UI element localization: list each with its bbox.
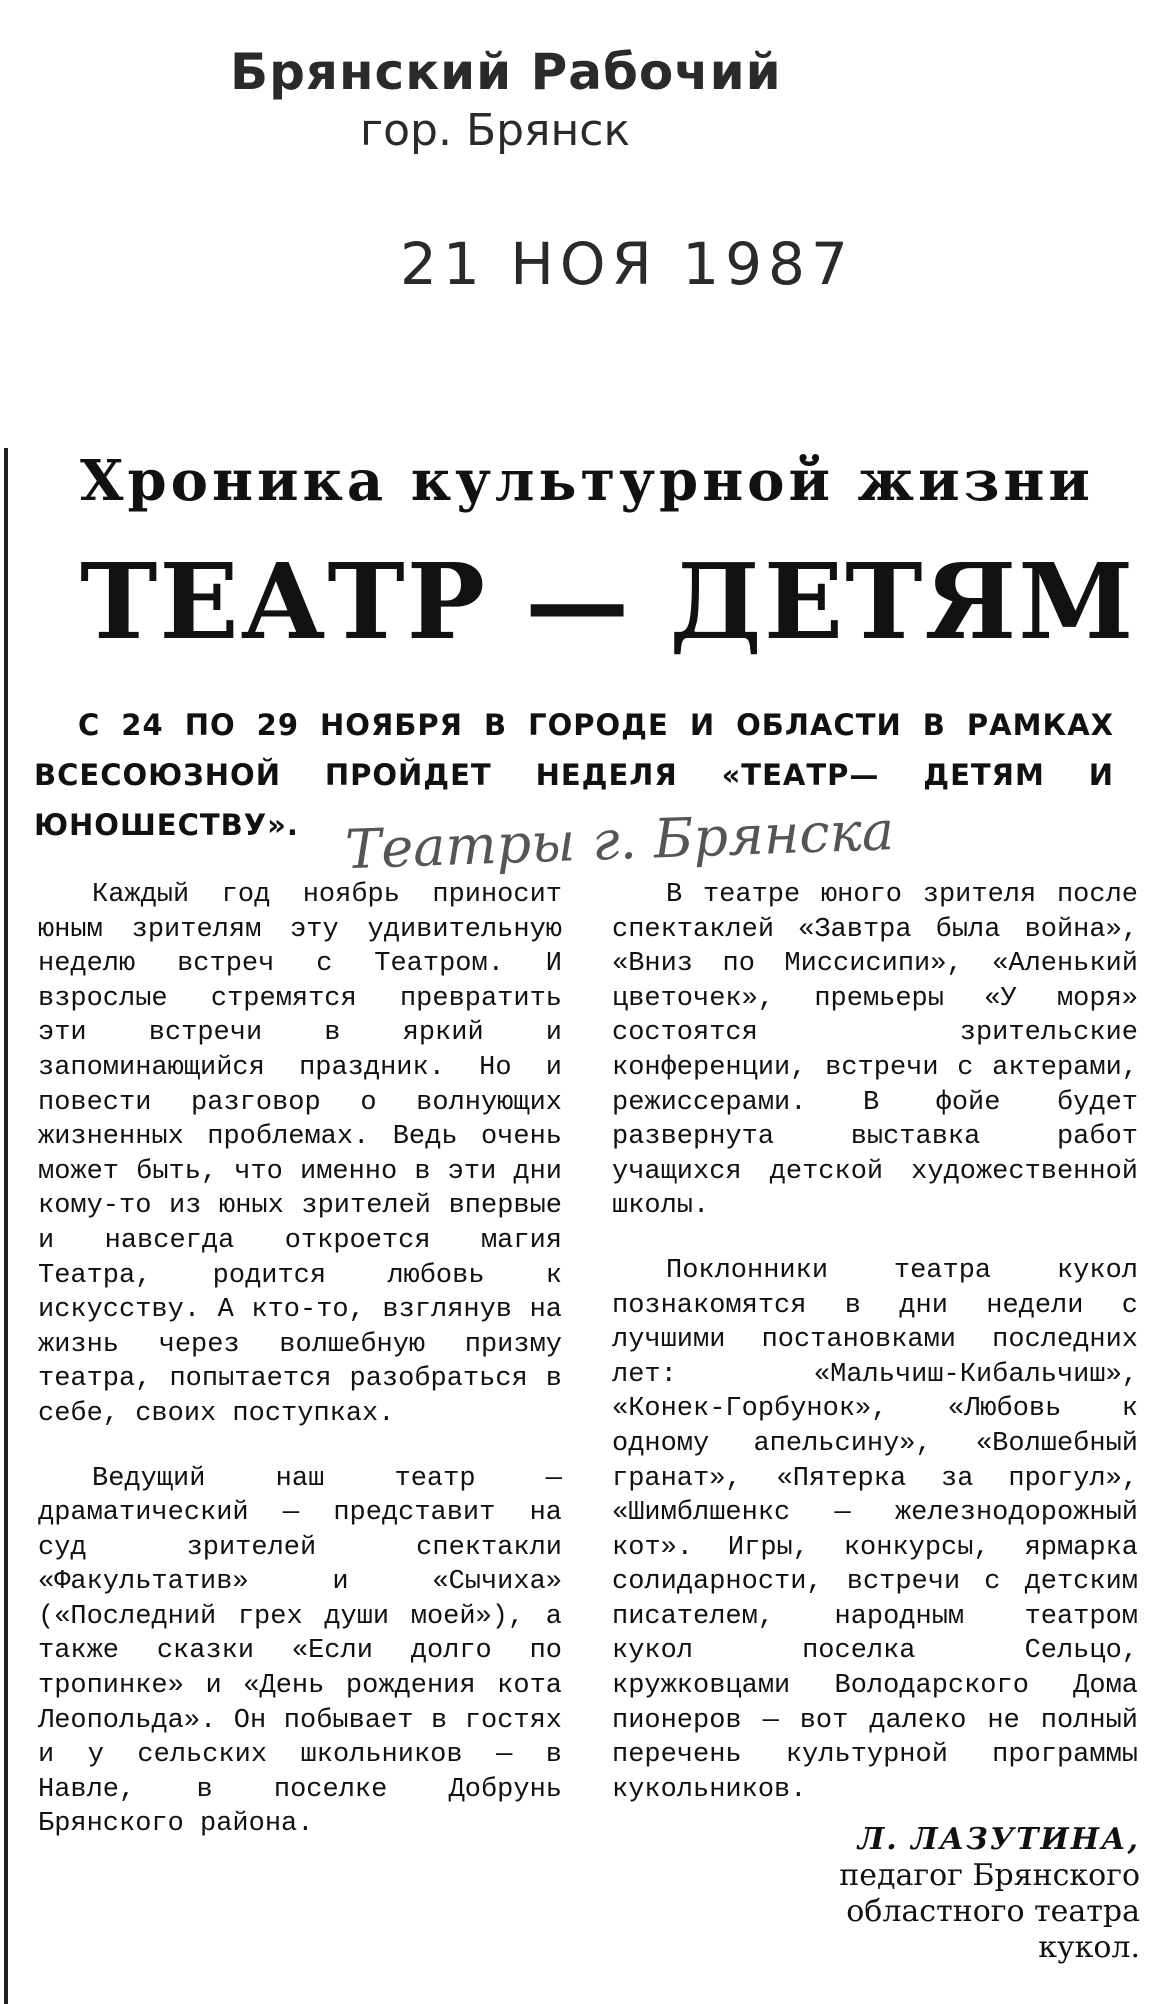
- paragraph: Ведущий наш театр — драматический — представит на суд зрителей спектакли «Факультатив» и «Сычиха» («Последний грех души моей»), а также сказки «Если долго по тропинке» и «День рождения кота Леопольда». Он побывает в гостях и у сельских школьников — в Навле, в поселке Добрунь Брянского района.: [38, 1463, 562, 1840]
- stamp-date: 21 НОЯ 1987: [400, 230, 854, 298]
- paragraph: Каждый год ноябрь приносит юным зрителям эту удивительную неделю встреч с Театром. И взрослые стремятся превратить эти встречи в яркий и запоминающийся праздник. Но и повести разговор о волнующих жизненных проблемах. Ведь очень может быть, что именно в эти дни кому-то из юных зрителей впервые и навсегда откроется магия Театра, родится любовь к искусству. А кто-то, взглянув на жизнь через волшебную призму театра, попытается разобраться в себе, своих поступках.: [38, 880, 562, 1429]
- paragraph: В театре юного зрителя после спектаклей «Завтра была война», «Вниз по Миссисипи», «Аленький цветочек», премьеры «У моря» состоятся зрительские конференции, встречи с актерами, режиссерами. В фойе будет развернута выставка работ учащихся детской художественной школы.: [612, 880, 1138, 1222]
- article-headline: ТЕАТР — ДЕТЯМ: [80, 540, 1136, 663]
- author-name: Л. ЛАЗУТИНА,: [857, 1822, 1140, 1857]
- handwritten-note: Театры г. Брянска: [344, 799, 895, 882]
- author-organization: областного театра кукол.: [846, 1894, 1140, 1965]
- author-byline: [740, 1822, 1140, 1966]
- paragraph: Поклонники театра кукол познакомятся в дни недели с лучшими постановками последних лет: «Мальчиш-Кибальчиш», «Конек-Горбунок», «Любовь к одному апельсину», «Волшебный гранат», «Пятерка за прогул», «Шимблшенкс — железнодорожный кот». Игры, конкурсы, ярмарка солидарности, встречи с детским писателем, народным театром кукол поселка Сельцо, кружковцами Володарского Дома пионеров — вот далеко не полный перечень культурной программы кукольников.: [612, 1255, 1138, 1805]
- article-lead-text: С 24 ПО 29 НОЯБРЯ В ГОРОДЕ И ОБЛАСТИ В РАМКАХ ВСЕСОЮЗНОЙ ПРОЙДЕТ НЕДЕЛЯ «ТЕАТР— ДЕТЯМ И ЮНОШЕСТВУ».: [34, 708, 1114, 842]
- stamp-newspaper-name: Брянский Рабочий: [230, 43, 782, 101]
- article-column-right: [612, 878, 1138, 1807]
- stamp-city: гор. Брянск: [360, 105, 631, 156]
- author-position: педагог Брянского: [839, 1858, 1140, 1893]
- archive-stamp: [230, 40, 854, 298]
- article-column-left: [38, 878, 562, 1842]
- clipping-edge: [4, 448, 8, 2004]
- section-rubric: Хроника культурной жизни: [80, 448, 1094, 514]
